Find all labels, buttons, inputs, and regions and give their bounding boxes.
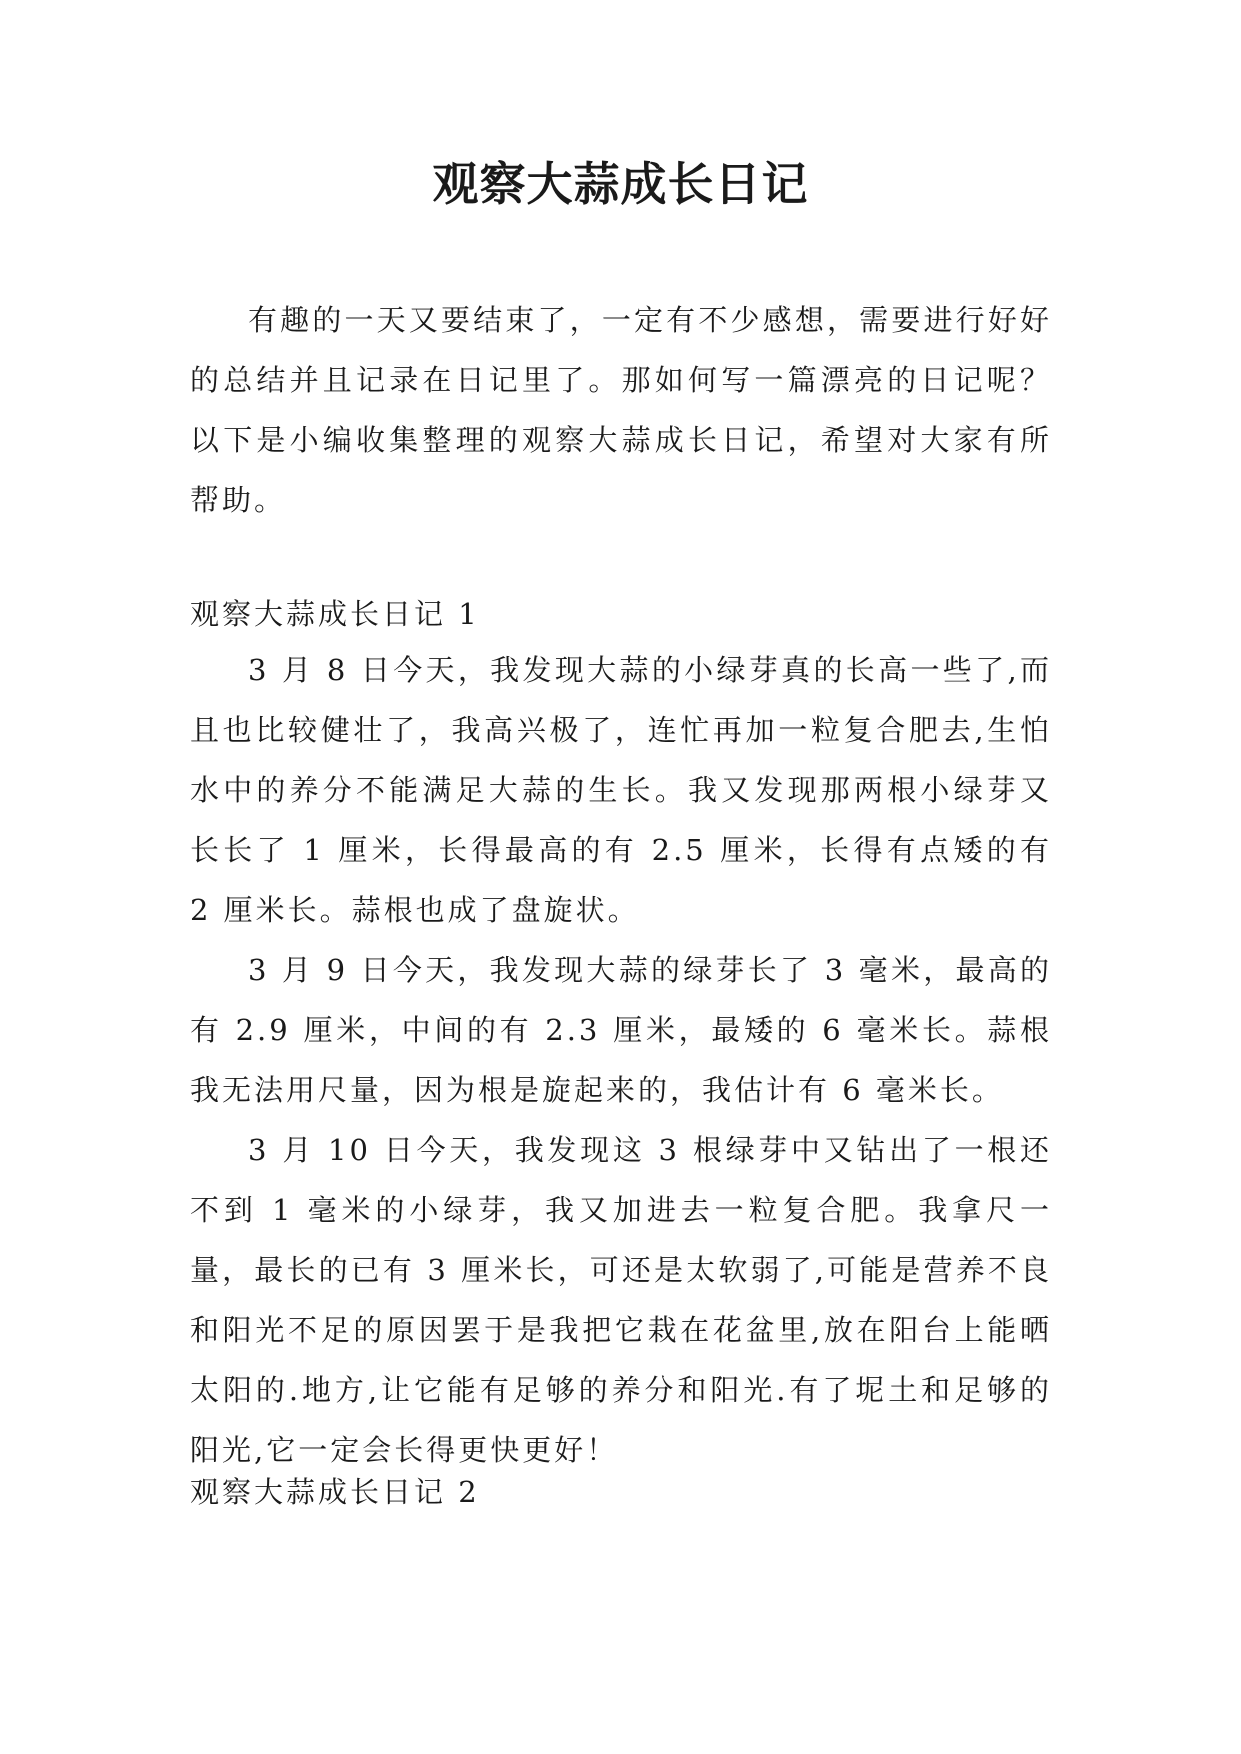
section-2-heading-block bbox=[190, 1462, 1052, 1522]
section-1-heading-block bbox=[190, 584, 1052, 644]
intro-section bbox=[190, 290, 1052, 530]
diary-entry-paragraph: 3 月 9 日今天，我发现大蒜的绿芽长了 3 毫米，最高的有 2.9 厘米，中间的有 2.3 厘米，最矮的 6 毫米长。蒜根我无法用尺量，因为根是旋起来的，我估计有 6 毫米长。 bbox=[190, 953, 1052, 1107]
diary-entry-paragraph: 3 月 8 日今天，我发现大蒜的小绿芽真的长高一些了,而且也比较健壮了，我高兴极了，连忙再加一粒复合肥去,生怕水中的养分不能满足大蒜的生长。我又发现那两根小绿芽又长长了 1 厘米，长得最高的有 2.5 厘米，长得有点矮的有 2 厘米长。蒜根也成了盘旋状。 bbox=[190, 653, 1052, 927]
diary-entry-paragraph: 3 月 10 日今天，我发现这 3 根绿芽中又钻出了一根还不到 1 毫米的小绿芽，我又加进去一粒复合肥。我拿尺一量，最长的已有 3 厘米长，可还是太软弱了,可能是营养不良和阳光不足的原因罢于是我把它栽在花盆里,放在阳台上能晒太阳的.地方,让它能有足够的养分和阳光.有了坭土和足够的阳光,它一定会长得更快更好！ bbox=[190, 1133, 1052, 1467]
intro-paragraph: 有趣的一天又要结束了，一定有不少感想，需要进行好好的总结并且记录在日记里了。那如何写一篇漂亮的日记呢？以下是小编收集整理的观察大蒜成长日记，希望对大家有所帮助。 bbox=[190, 303, 1052, 517]
section-heading: 观察大蒜成长日记 2 bbox=[190, 1475, 480, 1509]
section-1-body bbox=[190, 640, 1052, 1480]
document-title: 观察大蒜成长日记 bbox=[432, 157, 809, 211]
section-heading: 观察大蒜成长日记 1 bbox=[190, 597, 480, 631]
